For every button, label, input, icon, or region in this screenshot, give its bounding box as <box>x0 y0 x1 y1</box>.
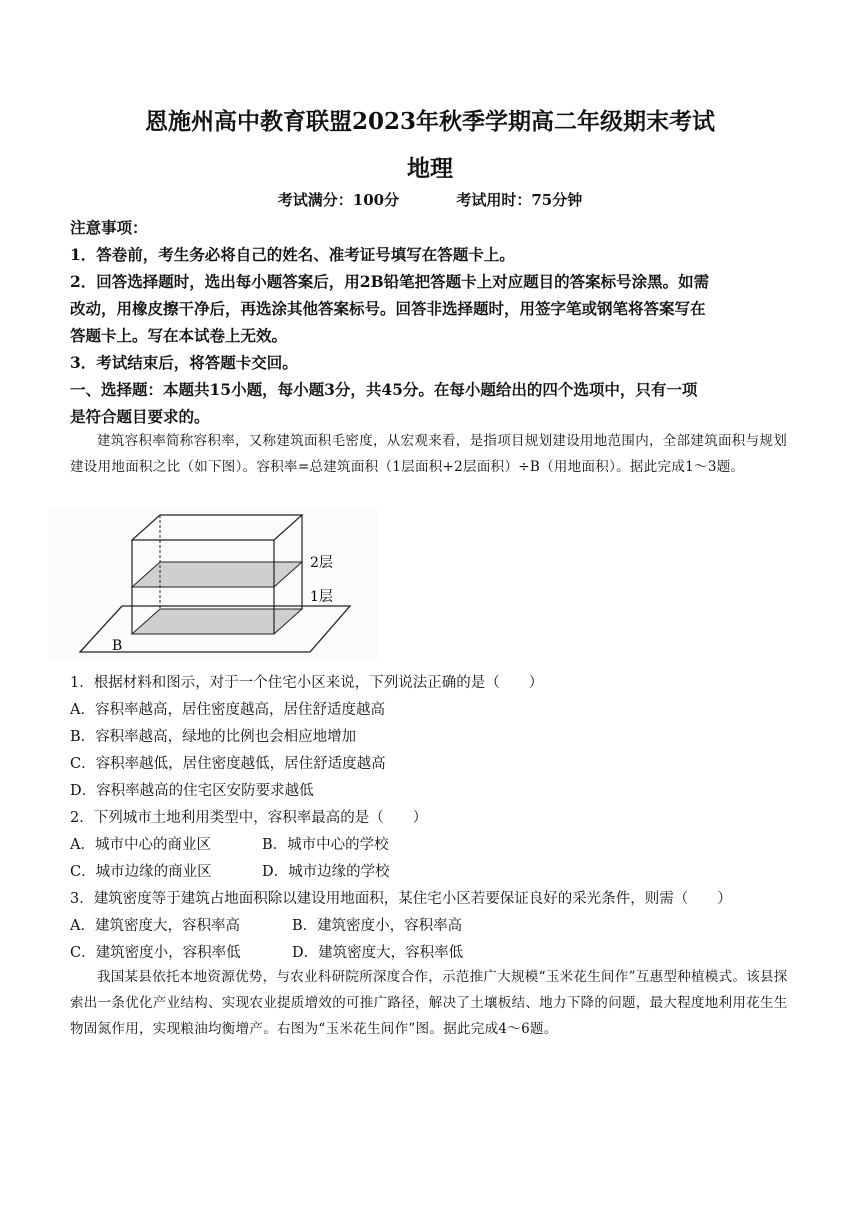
exam-meta <box>0 189 860 210</box>
note-item-2-line-1: 2．回答选择题时，选出每小题答案后，用2B铅笔把答题卡上对应题目的答案标号涂黑。如需 <box>70 272 710 291</box>
floor-area-ratio-diagram <box>48 510 378 660</box>
question-2-stem: 2．下列城市土地利用类型中，容积率最高的是（ ） <box>70 810 428 826</box>
question-3-stem: 3．建筑密度等于建筑占地面积除以建设用地面积，某住宅小区若要保证良好的采光条件，则需（ ） <box>70 891 732 907</box>
section-1-heading-line-1: 一、选择题：本题共15小题，每小题3分，共45分。在每小题给出的四个选项中，只有一项 <box>70 380 698 399</box>
full-marks: 考试满分：100分 <box>277 191 400 209</box>
material-1-paragraph: 建筑容积率简称容积率，又称建筑面积毛密度，从宏观来看，是指项目规划建设用地范围内，全部建筑面积与规划建设用地面积之比（如下图）。容积率=总建筑面积（1层面积+2层面积）÷B（用地面积）。据此完成1～3题。 <box>70 433 787 475</box>
note-item-1: 1．答卷前，考生务必将自己的姓名、准考证号填写在答题卡上。 <box>70 245 515 264</box>
exam-duration: 考试用时：75分钟 <box>456 191 583 209</box>
note-item-3: 3．考试结束后，将答题卡交回。 <box>70 353 298 372</box>
question-3-option-b: B．建筑密度小，容积率高 <box>292 918 463 934</box>
question-2-option-d: D．城市边缘的学校 <box>262 864 390 880</box>
question-1-option-d: D．容积率越高的住宅区安防要求越低 <box>70 783 314 799</box>
exam-subject: 地理 <box>407 155 453 182</box>
question-3-option-c: C．建筑密度小，容积率低 <box>70 945 241 961</box>
floor-2-label: 2层 <box>310 555 333 571</box>
question-2-option-c: C．城市边缘的商业区 <box>70 864 212 880</box>
question-3-option-a: A．建筑密度大，容积率高 <box>70 918 240 934</box>
floor-1-label: 1层 <box>310 589 333 605</box>
base-label: B <box>112 638 123 654</box>
question-1-stem: 1．根据材料和图示，对于一个住宅小区来说，下列说法正确的是（ ） <box>70 675 544 691</box>
notes-heading: 注意事项： <box>70 218 148 237</box>
exam-title: 恩施州高中教育联盟2023年秋季学期高二年级期末考试 <box>144 108 715 135</box>
question-1-option-c: C．容积率越低，居住密度越低，居住舒适度越高 <box>70 756 386 772</box>
floor-2-slab <box>132 562 302 587</box>
material-2-paragraph: 我国某县依托本地资源优势，与农业科研院所深度合作，示范推广大规模“玉米花生间作”互惠型种植模式。该县探索出一条优化产业结构、实现农业提质增效的可推广路径，解决了土壤板结、地力下降的问题，最大程度地利用花生生物固氮作用，实现粮油均衡增产。右图为“玉米花生间作”图。据此完成4～6题。 <box>70 969 788 1037</box>
note-item-2-line-3: 答题卡上。写在本试卷上无效。 <box>70 326 288 345</box>
question-2-option-a: A．城市中心的商业区 <box>70 837 211 853</box>
question-2-option-b: B．城市中心的学校 <box>262 837 389 853</box>
note-item-2-line-2: 改动，用橡皮擦干净后，再选涂其他答案标号。回答非选择题时，用签字笔或钢笔将答案写在 <box>70 299 706 318</box>
question-1-option-b: B．容积率越高，绿地的比例也会相应地增加 <box>70 729 357 745</box>
section-1-heading-line-2: 是符合题目要求的。 <box>70 407 210 426</box>
floor-1-slab <box>132 609 302 634</box>
question-1-option-a: A．容积率越高，居住密度越高，居住舒适度越高 <box>70 702 385 718</box>
question-3-option-d: D．建筑密度大，容积率低 <box>292 945 464 961</box>
